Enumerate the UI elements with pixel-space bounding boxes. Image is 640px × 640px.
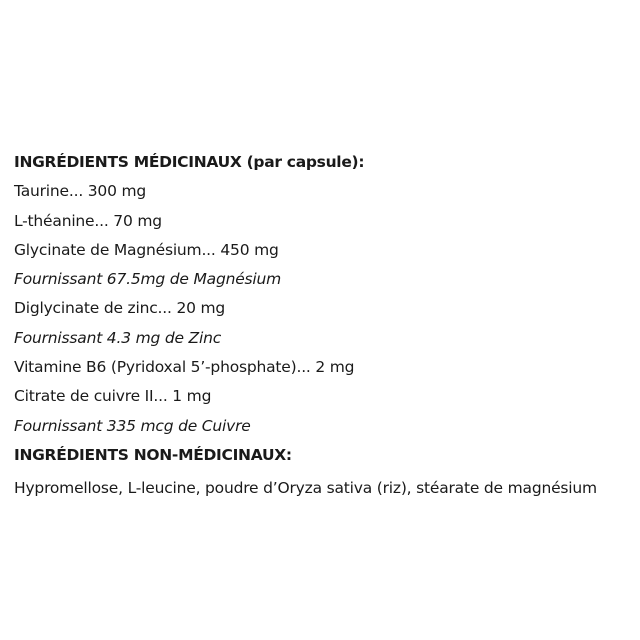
ingredient-vitamin-b6: Vitamine B6 (Pyridoxal 5’-phosphate)... 2 mg: [14, 358, 355, 377]
ingredients-panel: [14, 148, 630, 504]
ingredient-copper-citrate: Citrate de cuivre II... 1 mg: [14, 387, 212, 406]
magnesium-amount-note: Fournissant 67.5mg de Magnésium: [14, 270, 282, 289]
zinc-amount-note: Fournissant 4.3 mg de Zinc: [14, 328, 222, 347]
ingredient-zinc-diglycinate: Diglycinate de zinc... 20 mg: [14, 299, 226, 318]
medicinal-ingredients-heading: INGRÉDIENTS MÉDICINAUX (par capsule):: [14, 153, 365, 171]
copper-amount-note: Fournissant 335 mcg de Cuivre: [14, 416, 251, 435]
non-medicinal-ingredients-list: Hypromellose, L-leucine, poudre d’Oryza sativa (riz), stéarate de magnésium: [14, 479, 597, 498]
ingredient-magnesium-glycinate: Glycinate de Magnésium... 450 mg: [14, 240, 279, 259]
non-medicinal-ingredients-heading: INGRÉDIENTS NON-MÉDICINAUX:: [14, 445, 292, 464]
ingredient-taurine: Taurine... 300 mg: [14, 182, 147, 201]
ingredient-l-theanine: L-théanine... 70 mg: [14, 211, 162, 230]
